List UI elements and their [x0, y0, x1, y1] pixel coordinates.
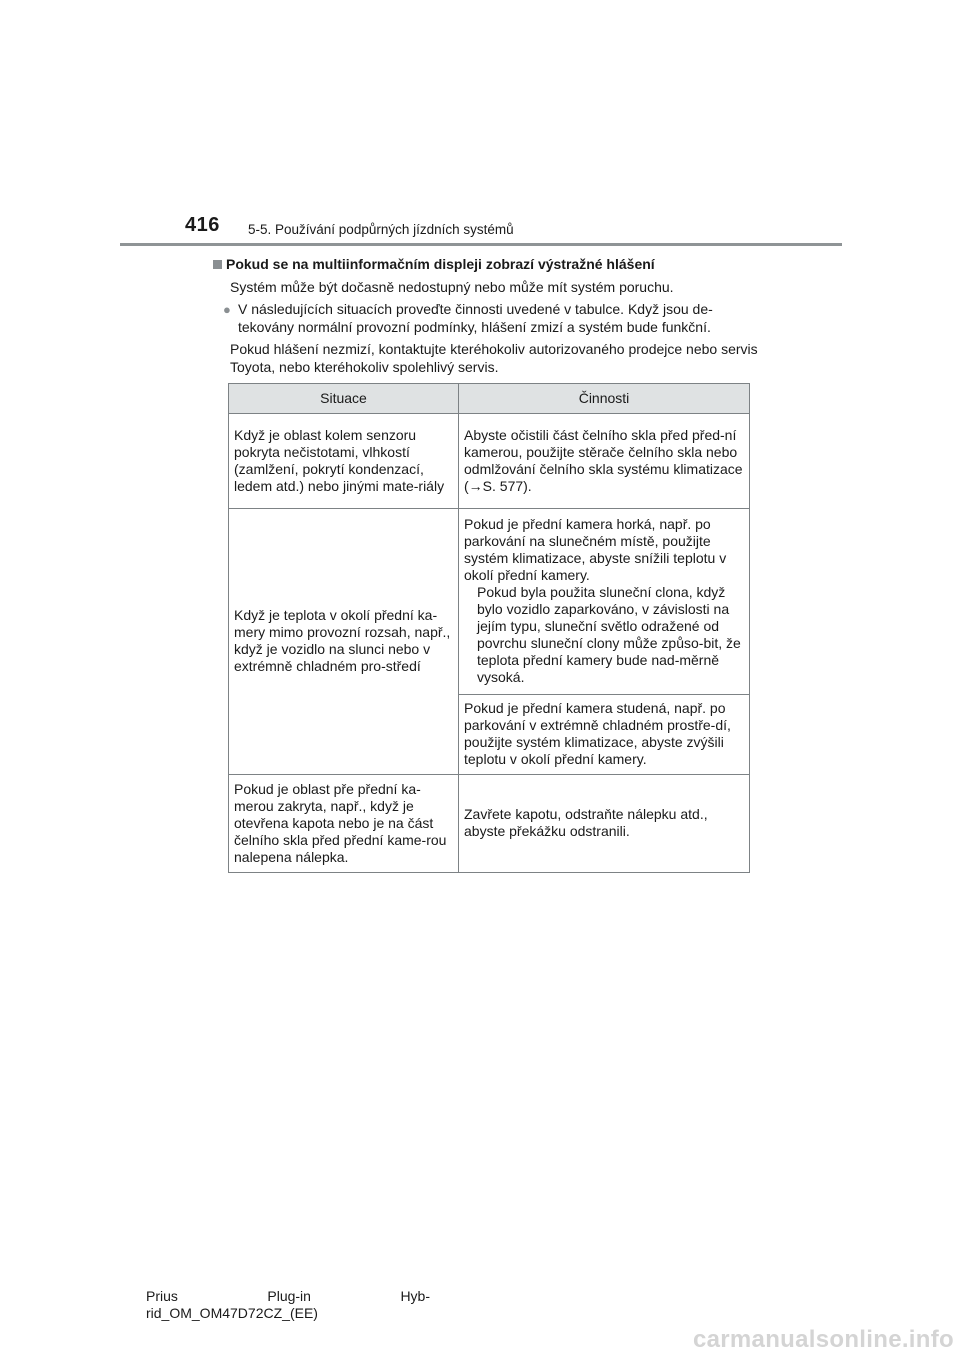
- page-number: 416: [185, 214, 220, 236]
- table-row: [229, 775, 750, 873]
- footer-word: Prius: [146, 1288, 178, 1304]
- contact-paragraph: Pokud hlášení nezmizí, kontaktujte kteréhokoliv autorizovaného prodejce nebo servis Toyota, nebo kteréhokoliv spolehlivý servis.: [230, 341, 758, 375]
- heading-text: Pokud se na multiinformačním displeji zobrazí výstražné hlášení: [226, 256, 655, 272]
- intro-paragraph: Systém může být dočasně nedostupný nebo může mít systém poruchu.: [230, 279, 674, 295]
- footer-word: Hyb-: [400, 1288, 430, 1304]
- table-cell-action: [459, 509, 750, 695]
- watermark: carmanualsonline.info: [692, 1326, 954, 1353]
- bullet-item: [213, 300, 763, 336]
- content-block: [213, 254, 763, 376]
- header-divider: [120, 243, 842, 246]
- table-header-row: [229, 384, 750, 414]
- situation-table: [228, 383, 750, 873]
- bullet-text: V následujících situacích proveďte činnosti uvedené v tabulce. Když jsou de-tekovány normální provozní podmínky, hlášení zmizí a systém bude funkční.: [238, 301, 713, 335]
- table-cell-situation: Když je oblast kolem senzoru pokryta nečistotami, vlhkostí (zamlžení, pokrytí kondenzací, ledem atd.) nebo jinými mate-riály: [229, 414, 459, 509]
- section-heading: [213, 254, 763, 274]
- action-text: Pokud je přední kamera horká, např. po parkování na slunečném místě, použijte systém klimatizace, abyste snížili teplotu v okolí přední kamery.: [464, 516, 727, 583]
- table-cell-action: Abyste očistili část čelního skla před před-ní kamerou, použijte stěrače čelního skla nebo odmlžování čelního skla systému klimatizace (→S. 577).: [459, 414, 750, 509]
- footer-word: Plug-in: [267, 1288, 311, 1304]
- circle-bullet-icon: ●: [223, 302, 231, 317]
- footer: [146, 1288, 436, 1322]
- table-cell-action: Zavřete kapotu, odstraňte nálepku atd., abyste překážku odstranili.: [459, 775, 750, 873]
- footer-line-2: rid_OM_OM47D72CZ_(EE): [146, 1305, 318, 1321]
- table-row: [229, 509, 750, 695]
- section-title: 5-5. Používání podpůrných jízdních systémů: [248, 222, 514, 237]
- column-header-situation: Situace: [229, 384, 459, 414]
- square-bullet-icon: [213, 260, 222, 269]
- table-cell-situation: Když je teplota v okolí přední ka-mery mimo provozní rozsah, např., když je vozidlo na slunci nebo v extrémně chladném pro-středí: [229, 509, 459, 775]
- column-header-actions: Činnosti: [459, 384, 750, 414]
- table-cell-situation: Pokud je oblast pře přední ka-merou zakryta, např., když je otevřena kapota nebo je na část čelního skla před přední kame-rou nalepena nálepka.: [229, 775, 459, 873]
- footer-line-1: [146, 1288, 430, 1305]
- table-row: [229, 414, 750, 509]
- table-cell-action: Pokud je přední kamera studená, např. po parkování v extrémně chladném prostře-dí, použijte systém klimatizace, abyste zvýšili teplotu v okolí přední kamery.: [459, 695, 750, 775]
- action-note: Pokud byla použita sluneční clona, když bylo vozidlo zaparkováno, v závislosti na jejím typu, sluneční světlo odražené od povrchu sluneční clony může způso-bit, že teplota přední kamery bude nad-měrně vysoká.: [477, 584, 741, 685]
